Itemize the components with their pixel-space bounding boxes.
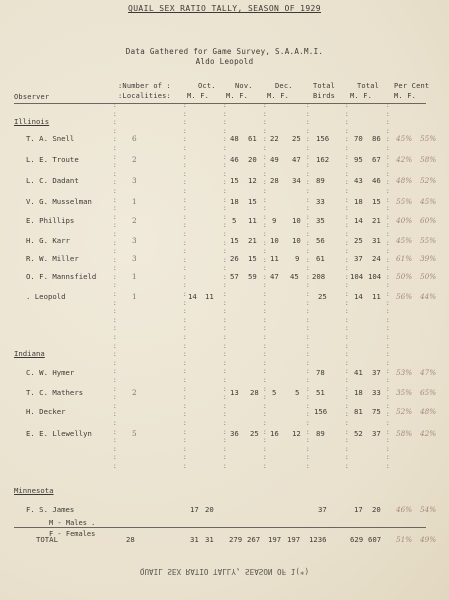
total-female: 24	[372, 254, 381, 263]
nov-male: 18	[230, 197, 239, 206]
percent-female: 58%	[420, 155, 437, 164]
total-male: 41	[354, 368, 363, 377]
total-female: 15	[372, 197, 381, 206]
observer-name: H. G. Karr	[26, 236, 70, 245]
total-male: 25	[354, 236, 363, 245]
dec-male: 11	[270, 254, 279, 263]
percent-male: 48%	[396, 176, 413, 185]
total-female: 37	[372, 429, 381, 438]
total-male: 18	[354, 197, 363, 206]
localities-count: 2	[132, 388, 137, 397]
total-birds-sum: 1236	[309, 535, 327, 544]
observer-name: O. F. Mannsfield	[26, 272, 97, 281]
nov-female: 11	[248, 216, 257, 225]
total-birds: 33	[316, 197, 325, 206]
observer-name: V. G. Musselman	[26, 197, 92, 206]
total-female-sum: 607	[368, 535, 382, 544]
total-dec-male: 197	[268, 535, 282, 544]
header-observer: Observer	[14, 93, 50, 101]
dec-female: 10	[292, 216, 301, 225]
total-male-sum: 629	[350, 535, 364, 544]
header-oct-mf: M. F.	[187, 92, 210, 100]
total-percent-male: 51%	[396, 535, 413, 544]
header-dec-mf: M. F.	[267, 92, 290, 100]
percent-female: 39%	[420, 254, 437, 263]
percent-male: 40%	[396, 216, 413, 225]
nov-female: 61	[248, 134, 257, 143]
dec-male: 9	[272, 216, 277, 225]
dec-female: 34	[292, 176, 301, 185]
oct-female: 11	[205, 292, 214, 301]
total-female: 37	[372, 368, 381, 377]
percent-male: 42%	[396, 155, 413, 164]
total-dec-female: 197	[287, 535, 301, 544]
percent-male: 45%	[396, 134, 413, 143]
oct-female: 20	[205, 505, 214, 514]
table-row	[0, 292, 449, 303]
legend-males: M - Males .	[49, 519, 96, 527]
nov-male: 48	[230, 134, 239, 143]
total-birds: 35	[316, 216, 325, 225]
header-oct: Oct.	[198, 82, 216, 90]
total-birds: 56	[316, 236, 325, 245]
total-birds: 208	[312, 272, 326, 281]
percent-male: 35%	[396, 388, 413, 397]
total-female: 31	[372, 236, 381, 245]
table-row	[0, 254, 449, 265]
total-male: 37	[354, 254, 363, 263]
dec-male: 49	[270, 155, 279, 164]
dec-female: 12	[292, 429, 301, 438]
table-row	[0, 407, 449, 418]
total-female: 67	[372, 155, 381, 164]
nov-male: 26	[230, 254, 239, 263]
percent-female: 65%	[420, 388, 437, 397]
header-birds: Birds	[313, 92, 336, 100]
document-title: QUAIL SEX RATIO TALLY, SEASON OF 1929	[127, 4, 321, 13]
header-nov-mf: M. F.	[226, 92, 249, 100]
nov-male: 15	[230, 236, 239, 245]
total-female: 104	[368, 272, 382, 281]
observer-name: H. Decker	[26, 407, 66, 416]
localities-count: 1	[132, 292, 137, 301]
dec-male: 47	[270, 272, 279, 281]
nov-male: 15	[230, 176, 239, 185]
subtitle-survey: Data Gathered for Game Survey, S.A.A.M.I.	[125, 47, 324, 56]
table-row	[0, 176, 449, 187]
state-heading-indiana: Indiana	[14, 349, 45, 358]
nov-male: 5	[232, 216, 237, 225]
total-birds: 61	[316, 254, 325, 263]
dec-male: 28	[270, 176, 279, 185]
percent-male: 46%	[396, 505, 413, 514]
localities-count: 2	[132, 155, 137, 164]
total-male: 17	[354, 505, 363, 514]
dec-male: 16	[270, 429, 279, 438]
dec-female: 47	[292, 155, 301, 164]
percent-female: 55%	[420, 134, 437, 143]
percent-male: 58%	[396, 429, 413, 438]
total-birds: 156	[316, 134, 330, 143]
total-male: 70	[354, 134, 363, 143]
total-birds: 37	[318, 505, 327, 514]
table-row	[0, 429, 449, 440]
localities-count: 2	[132, 216, 137, 225]
total-female: 20	[372, 505, 381, 514]
nov-female: 15	[248, 254, 257, 263]
total-birds: 89	[316, 176, 325, 185]
subtitle-author: Aldo Leopold	[195, 57, 254, 66]
observer-name: T. A. Snell	[26, 134, 75, 143]
total-female: 11	[372, 292, 381, 301]
nov-female: 28	[250, 388, 259, 397]
total-nov-male: 279	[229, 535, 243, 544]
percent-female: 42%	[420, 429, 437, 438]
state-heading-minnesota: Minnesota	[14, 486, 54, 495]
total-male: 43	[354, 176, 363, 185]
localities-count: 3	[132, 236, 137, 245]
dec-male: 10	[270, 236, 279, 245]
column-divider: : : : : : : : : : : : : : : : : : : : : : : : : : : : : : : : : : : : : : : : : : : :	[183, 102, 187, 470]
dec-male: 22	[270, 134, 279, 143]
percent-female: 52%	[420, 176, 437, 185]
column-divider: : : : : : : : : : : : : : : : : : : : : : : : : : : : : : : : : : : : : : : : : : : :	[306, 102, 310, 470]
nov-male: 36	[230, 429, 239, 438]
table-row	[0, 134, 449, 145]
total-birds: 78	[316, 368, 325, 377]
oct-male: 14	[188, 292, 197, 301]
percent-female: 50%	[420, 272, 437, 281]
nov-female: 21	[248, 236, 257, 245]
observer-name: L. C. Dadant	[26, 176, 79, 185]
total-oct-female: 31	[205, 535, 214, 544]
localities-count: 3	[132, 176, 137, 185]
percent-female: 44%	[420, 292, 437, 301]
percent-male: 45%	[396, 236, 413, 245]
total-birds: 162	[316, 155, 330, 164]
observer-name: . Leopold	[26, 292, 66, 301]
mirrored-caption: QUAIL SEX RATIO TALLY, SEASON OF 1(*)	[139, 567, 310, 576]
header-percent-mf: M. F.	[394, 92, 417, 100]
column-divider: : : : : : : : : : : : : : : : : : : : : : : : : : : : : : : : : : : : : : : : : : : :	[113, 102, 117, 470]
percent-female: 60%	[420, 216, 437, 225]
table-row	[0, 197, 449, 208]
observer-name: E. E. Llewellyn	[26, 429, 92, 438]
observer-name: E. Phillips	[26, 216, 75, 225]
dec-female: 10	[292, 236, 301, 245]
table-row	[0, 388, 449, 399]
total-male: 104	[350, 272, 364, 281]
legend-females: F - Females	[49, 530, 96, 538]
total-percent-female: 49%	[420, 535, 437, 544]
total-birds: 89	[316, 429, 325, 438]
percent-male: 53%	[396, 368, 413, 377]
table-row	[0, 272, 449, 283]
header-localities: :Localities:	[118, 92, 171, 100]
dec-female: 25	[292, 134, 301, 143]
dec-female: 45	[290, 272, 299, 281]
header-nov: Nov.	[235, 82, 253, 90]
percent-female: 47%	[420, 368, 437, 377]
column-divider: : : : : : : : : : : : : : : : : : : : : : : : : : : : : : : : : : : : : : : : : : : :	[223, 102, 227, 470]
percent-male: 56%	[396, 292, 413, 301]
observer-name: F. S. James	[26, 505, 75, 514]
column-divider: : : : : : : : : : : : : : : : : : : : : : : : : : : : : : : : : : : : : : : : : : : :	[263, 102, 267, 470]
total-male: 52	[354, 429, 363, 438]
total-birds: 25	[318, 292, 327, 301]
total-male: 95	[354, 155, 363, 164]
percent-female: 55%	[420, 236, 437, 245]
total-label: TOTAL	[36, 535, 58, 544]
total-birds: 51	[316, 388, 325, 397]
percent-female: 48%	[420, 407, 437, 416]
total-male: 14	[354, 216, 363, 225]
total-female: 75	[372, 407, 381, 416]
header-rule	[14, 103, 426, 104]
localities-count: 5	[132, 429, 137, 438]
table-row	[0, 505, 449, 516]
total-male: 14	[354, 292, 363, 301]
dec-female: 9	[295, 254, 300, 263]
nov-male: 57	[230, 272, 239, 281]
table-row	[0, 155, 449, 166]
observer-name: R. W. Miller	[26, 254, 79, 263]
percent-male: 52%	[396, 407, 413, 416]
table-row	[0, 216, 449, 227]
nov-male: 46	[230, 155, 239, 164]
nov-female: 59	[248, 272, 257, 281]
column-divider: : : : : : : : : : : : : : : : : : : : : : : : : : : : : : : : : : : : : : : : : : : :	[345, 102, 349, 470]
header-percent: Per Cent	[394, 82, 430, 90]
header-total: Total	[313, 82, 336, 90]
table-row	[0, 236, 449, 247]
observer-name: L. E. Troute	[26, 155, 79, 164]
dec-male: 5	[272, 388, 277, 397]
nov-female: 12	[248, 176, 257, 185]
total-female: 21	[372, 216, 381, 225]
total-oct-male: 31	[190, 535, 199, 544]
dec-female: 5	[295, 388, 300, 397]
header-dec: Dec.	[275, 82, 293, 90]
localities-count: 1	[132, 197, 137, 206]
percent-female: 45%	[420, 197, 437, 206]
observer-name: C. W. Hymer	[26, 368, 75, 377]
header-total-mf: M. F.	[350, 92, 373, 100]
nov-male: 13	[230, 388, 239, 397]
total-localities: 28	[126, 535, 135, 544]
nov-female: 15	[248, 197, 257, 206]
total-female: 33	[372, 388, 381, 397]
percent-male: 50%	[396, 272, 413, 281]
localities-count: 6	[132, 134, 137, 143]
total-male: 18	[354, 388, 363, 397]
header-total-mf-title: Total	[357, 82, 380, 90]
percent-male: 61%	[396, 254, 413, 263]
nov-female: 20	[248, 155, 257, 164]
total-male: 81	[354, 407, 363, 416]
localities-count: 3	[132, 254, 137, 263]
table-row	[0, 368, 449, 379]
observer-name: T. C. Mathers	[26, 388, 84, 397]
percent-male: 55%	[396, 197, 413, 206]
oct-male: 17	[190, 505, 199, 514]
total-female: 86	[372, 134, 381, 143]
percent-female: 54%	[420, 505, 437, 514]
total-rule	[14, 527, 426, 528]
nov-female: 25	[250, 429, 259, 438]
total-female: 46	[372, 176, 381, 185]
column-divider: : : : : : : : : : : : : : : : : : : : : : : : : : : : : : : : : : : : : : : : : : : :	[386, 102, 390, 470]
state-heading-illinois: Illinois	[14, 117, 50, 126]
header-number-of: :Number of :	[118, 82, 171, 90]
localities-count: 1	[132, 272, 137, 281]
total-nov-female: 267	[247, 535, 261, 544]
total-birds: 156	[314, 407, 328, 416]
